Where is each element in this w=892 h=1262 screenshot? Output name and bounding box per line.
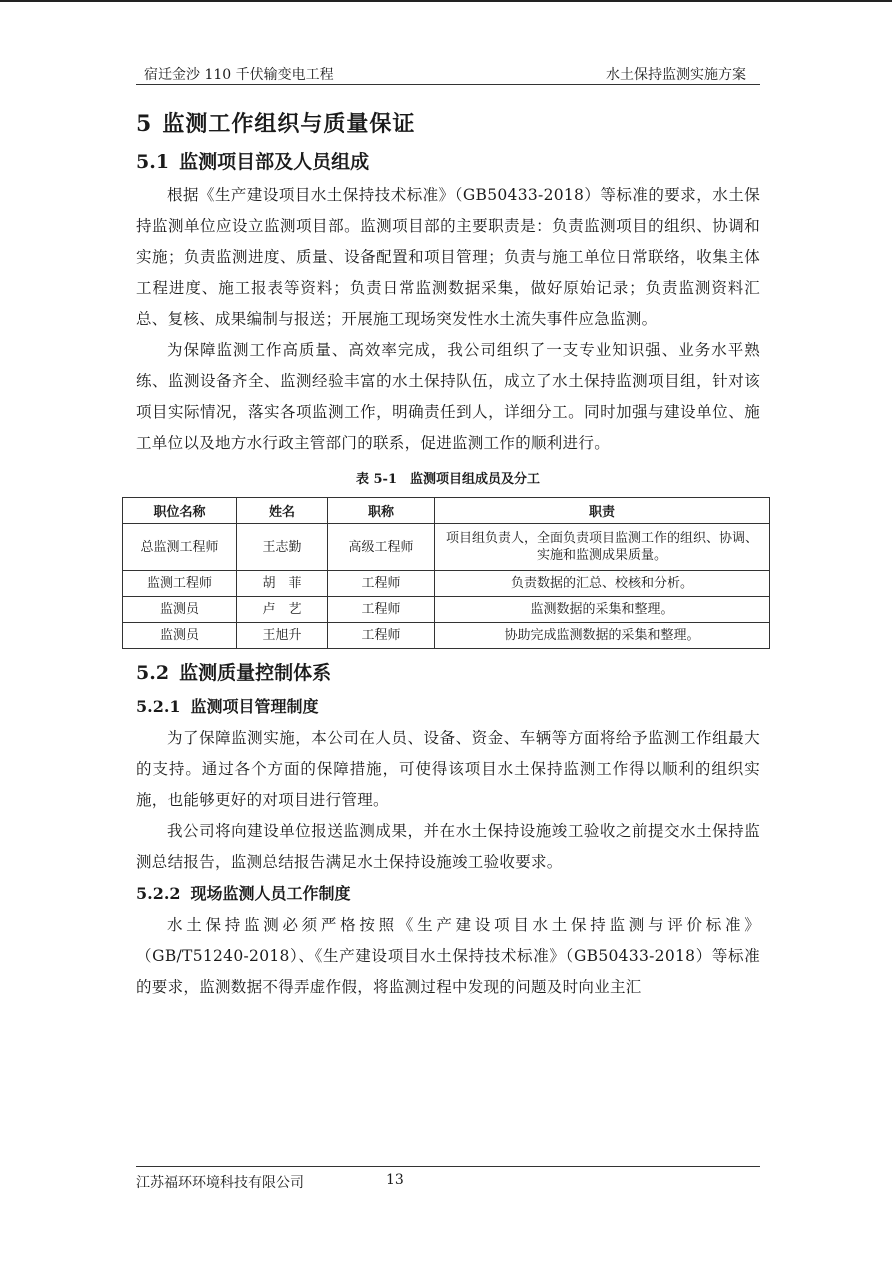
header-position: 职位名称	[123, 498, 237, 524]
header-duty: 职责	[435, 498, 770, 524]
section-number: 5.2.1	[136, 697, 181, 716]
paragraph: 为了保障监测实施，本公司在人员、设备、资金、车辆等方面将给予监测工作组最大的支持。通过各个方面的保障措施，可使得该项目水土保持监测工作得以顺利的组织实施，也能够更好的对项目进行管理。	[136, 729, 760, 809]
paragraph: 根据《生产建设项目水土保持技术标准》（GB50433-2018）等标准的要求，水土保持监测单位应设立监测项目部。监测项目部的主要职责是：负责监测项目的组织、协调和实施；负责监测进度、质量、设备配置和项目管理；负责与施工单位日常联络，收集主体工程进度、施工报表等资料；负责日常监测数据采集，做好原始记录；负责监测资料汇总、复核、成果编制与报送；开展施工现场突发性水土流失事件应急监测。	[136, 186, 760, 328]
cell-position: 监测员	[123, 623, 237, 649]
cell-name: 王旭升	[237, 623, 328, 649]
section-5-2-2-heading	[136, 878, 760, 910]
cell-duty: 协助完成监测数据的采集和整理。	[435, 623, 770, 649]
staff-table	[122, 497, 770, 649]
section-number: 5.2	[136, 662, 170, 684]
section-title: 监测项目管理制度	[190, 697, 319, 716]
footer-company: 江苏福环环境科技有限公司	[136, 1175, 304, 1191]
cell-name: 胡 菲	[237, 571, 328, 597]
cell-duty: 项目组负责人，全面负责项目监测工作的组织、协调、实施和监测成果质量。	[435, 524, 770, 571]
table-row	[123, 571, 770, 597]
section-5-2-heading	[136, 655, 760, 691]
table-header-row	[123, 498, 770, 524]
section-5-1-heading	[136, 144, 760, 180]
section-5-heading	[136, 104, 760, 144]
section-number: 5.2.2	[136, 884, 181, 903]
page-header	[136, 62, 760, 85]
section-number: 5	[136, 111, 153, 137]
section-number: 5.1	[136, 151, 170, 173]
header-project-name: 宿迁金沙 110 千伏输变电工程	[144, 67, 334, 83]
section-title: 监测项目部及人员组成	[179, 151, 370, 173]
paragraph: 为保障监测工作高质量、高效率完成，我公司组织了一支专业知识强、业务水平熟练、监测设备齐全、监测经验丰富的水土保持队伍，成立了水土保持监测项目组，针对该项目实际情况，落实各项监测工作，明确责任到人，详细分工。同时加强与建设单位、施工单位以及地方水行政主管部门的联系，促进监测工作的顺利进行。	[136, 341, 760, 452]
section-title: 监测工作组织与质量保证	[162, 111, 416, 137]
cell-title: 工程师	[328, 571, 435, 597]
header-title: 职称	[328, 498, 435, 524]
header-name: 姓名	[237, 498, 328, 524]
section-5-2-1-heading	[136, 691, 760, 723]
top-border	[0, 0, 892, 2]
cell-duty: 监测数据的采集和整理。	[435, 597, 770, 623]
cell-position: 监测员	[123, 597, 237, 623]
cell-duty: 负责数据的汇总、校核和分析。	[435, 571, 770, 597]
page-number: 13	[386, 1172, 404, 1188]
cell-title: 高级工程师	[328, 524, 435, 571]
table-row	[123, 524, 770, 571]
section-title: 监测质量控制体系	[179, 662, 332, 684]
paragraph: 水土保持监测必须严格按照《生产建设项目水土保持监测与评价标准》（GB/T51240-2018）、《生产建设项目水土保持技术标准》（GB50433-2018）等标准的要求，监测数据不得弄虚作假，将监测过程中发现的问题及时向业主汇	[136, 916, 760, 996]
cell-name: 王志勤	[237, 524, 328, 571]
cell-title: 工程师	[328, 597, 435, 623]
paragraph: 我公司将向建设单位报送监测成果，并在水土保持设施竣工验收之前提交水土保持监测总结报告，监测总结报告满足水土保持设施竣工验收要求。	[136, 822, 760, 871]
cell-name: 卢 艺	[237, 597, 328, 623]
cell-title: 工程师	[328, 623, 435, 649]
page-content	[136, 104, 760, 1003]
cell-position: 监测工程师	[123, 571, 237, 597]
page-footer	[136, 1166, 760, 1193]
cell-position: 总监测工程师	[123, 524, 237, 571]
header-document-title: 水土保持监测实施方案	[606, 67, 746, 83]
section-title: 现场监测人员工作制度	[190, 884, 351, 903]
table-caption: 表 5-1 监测项目组成员及分工	[355, 472, 540, 487]
table-row	[123, 597, 770, 623]
table-row	[123, 623, 770, 649]
